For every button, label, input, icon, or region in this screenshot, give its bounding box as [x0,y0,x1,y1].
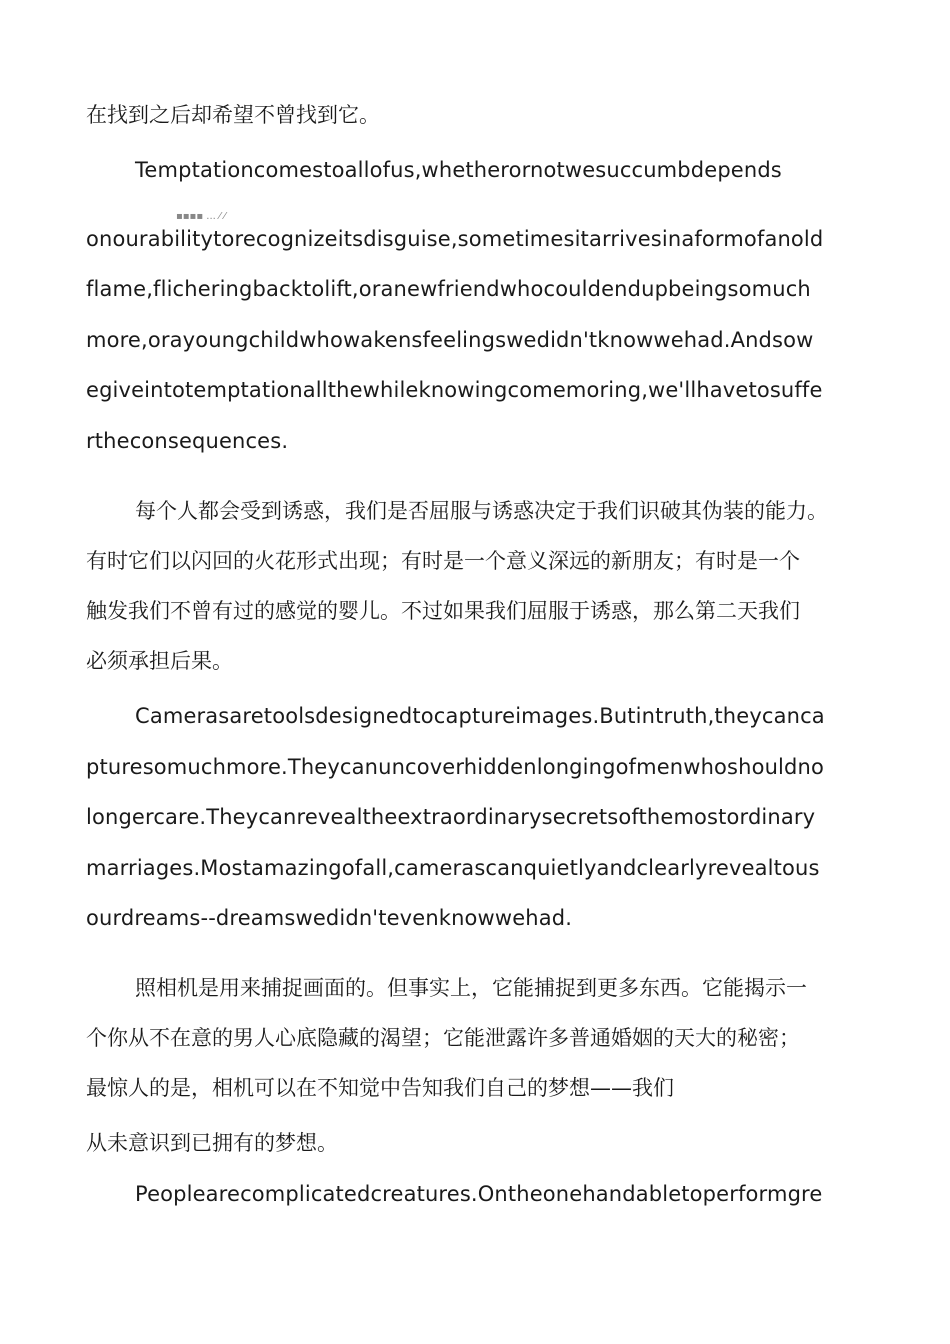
text-line: 每个人都会受到诱惑，我们是否屈服与诱惑决定于我们识破其伪装的能力。 [135,499,828,523]
text-line: marriages.Mostamazingofall,camerascanquietlyandclearlyrevealtous [86,856,820,880]
stray-mark: ▪▪▪▪ ... ⁄ ⁄ [176,211,226,222]
text-line: Peoplearecomplicatedcreatures.Ontheonehandabletoperformgre [135,1182,823,1206]
text-line: more,orayoungchildwhowakensfeelingswedidn'tknowwehad.Andsow [86,328,814,352]
text-line: Temptationcomestoallofus,whetherornotwesuccumbdepends [135,158,782,182]
text-line: 有时它们以闪回的火花形式出现；有时是一个意义深远的新朋友；有时是一个 [86,549,800,573]
text-line: Camerasaretoolsdesignedtocaptureimages.Butintruth,theycanca [135,704,825,728]
text-line: ourdreams--dreamswedidn'tevenknowwehad. [86,906,573,930]
text-line: egiveintotemptationallthewhileknowingcomemoring,we'llhavetosuffe [86,378,823,402]
text-line: onourabilitytorecognizeitsdisguise,sometimesitarrivesinaformofanold [86,227,824,251]
text-line: rtheconsequences. [86,429,289,453]
text-line: 照相机是用来捕捉画面的。但事实上，它能捕捉到更多东西。它能揭示一 [135,976,807,1000]
text-line: longercare.Theycanrevealtheextraordinarysecretsofthemostordinary [86,805,816,829]
text-line: 触发我们不曾有过的感觉的婴儿。不过如果我们屈服于诱惑，那么第二天我们 [86,599,800,623]
text-line: pturesomuchmore.Theycanuncoverhiddenlongingofmenwhoshouldno [86,755,824,779]
text-line: 从未意识到已拥有的梦想。 [86,1131,338,1155]
text-line: flame,flicheringbacktolift,oranewfriendwhocouldendupbeingsomuch [86,277,811,301]
text-line: 个你从不在意的男人心底隐藏的渴望；它能泄露许多普通婚姻的天大的秘密； [86,1026,800,1050]
text-line: 在找到之后却希望不曾找到它。 [86,103,380,127]
text-line: 必须承担后果。 [86,649,233,673]
text-line: 最惊人的是，相机可以在不知觉中告知我们自己的梦想——我们 [86,1076,674,1100]
